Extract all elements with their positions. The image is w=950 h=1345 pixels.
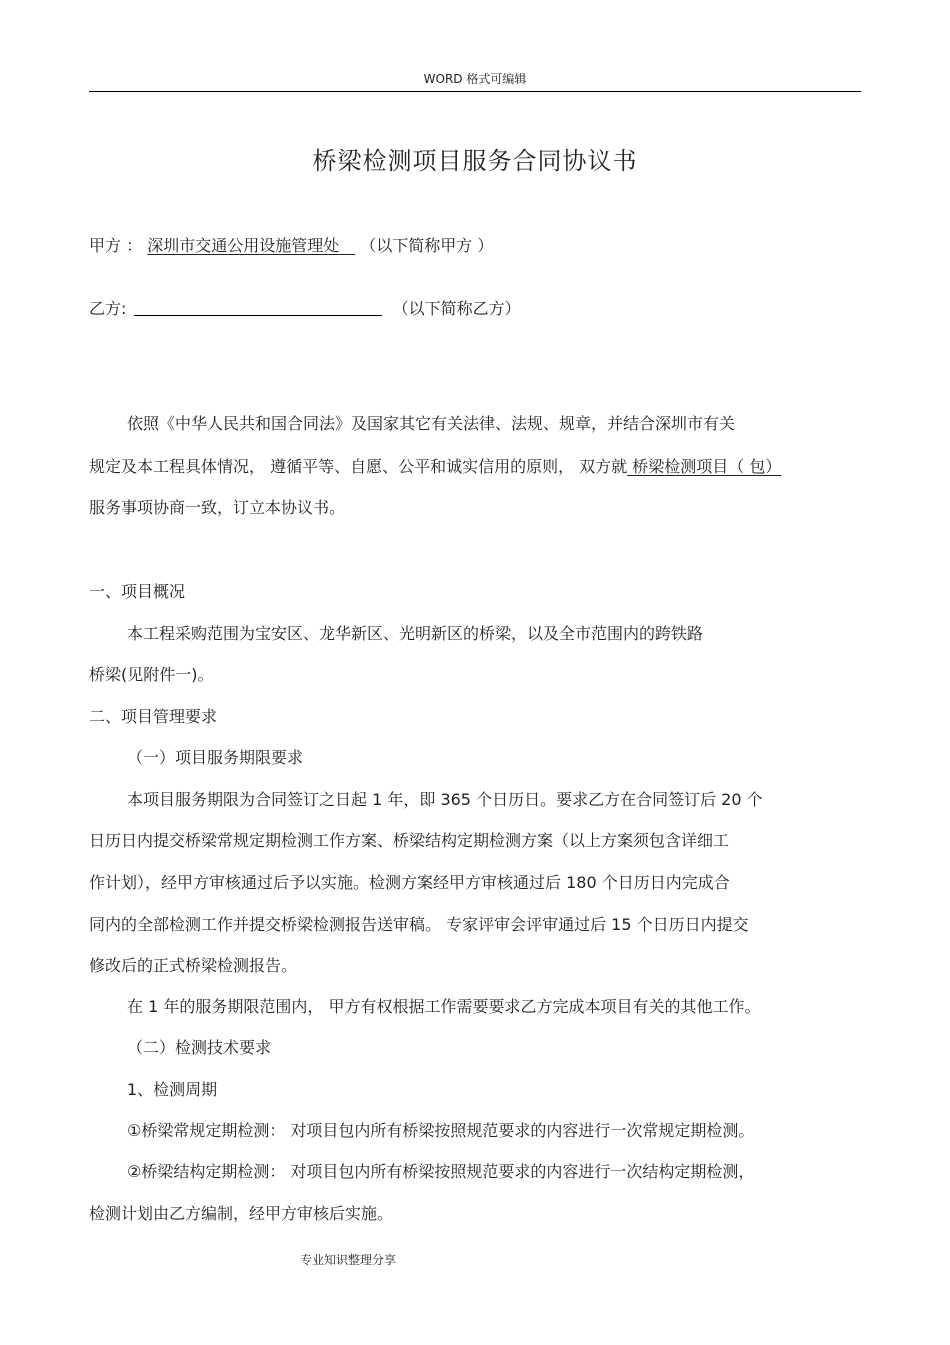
party-a-name: 深圳市交通公用设施管理处 [147,236,340,255]
party-b-name-blank [134,299,382,316]
service-period-line-3: 作计划），经甲方审核通过后予以实施。检测方案经甲方审核通过后 180 个日历日内完成合 [89,873,730,892]
intro-line-2-text: 规定及本工程具体情况， 遵循平等、自愿、公平和诚实信用的原则， 双方就 [89,457,628,476]
intro-line-2 [89,454,781,477]
service-period-line-4: 同内的全部检测工作并提交桥梁检测报告送审稿。 专家评审会评审通过后 15 个日历日内提交 [89,915,749,934]
service-period-extra: 在 1 年的服务期限范围内， 甲方有权根据工作需要要求乙方完成本项目有关的其他工作。 [127,997,761,1016]
party-b-label: 乙方: [89,299,127,318]
party-b-line [89,296,521,319]
document-title: 桥梁检测项目服务合同协议书 [312,147,638,175]
service-period-line-2: 日历日内提交桥梁常规定期检测工作方案、桥梁结构定期检测方案（以上方案须包含详细工 [89,831,730,850]
section-1-paragraph-line-1: 本工程采购范围为宝安区、龙华新区、光明新区的桥梁，以及全市范围内的跨铁路 [127,624,704,643]
section-1-heading: 一、项目概况 [89,582,186,601]
party-b-note: （以下简称乙方） [392,299,521,318]
intro-line-1: 依照《中华人民共和国合同法》及国家其它有关法律、法规、规章，并结合深圳市有关 [127,414,736,433]
intro-project-name: 桥梁检测项目（ 包） [627,457,782,476]
intro-line-3: 服务事项协商一致，订立本协议书。 [89,498,346,517]
structural-inspection-item-line-2: 检测计划由乙方编制，经甲方审核后实施。 [89,1204,394,1223]
structural-inspection-item-line-1: ②桥梁结构定期检测： 对项目包内所有桥梁按照规范要求的内容进行一次结构定期检测， [127,1162,755,1181]
service-period-line-5: 修改后的正式桥梁检测报告。 [89,956,298,975]
party-a-name-underline-pad [339,236,355,255]
header-label: WORD 格式可编辑 [423,72,527,86]
section-2-subheading-1: （一）项目服务期限要求 [127,748,304,767]
header-divider [89,91,861,92]
party-a-label: 甲方 ： [89,236,143,255]
service-period-line-1: 本项目服务期限为合同签订之日起 1 年，即 365 个日历日。要求乙方在合同签订后 20 个 [127,790,763,809]
section-1-paragraph-line-2: 桥梁(见附件一)。 [89,665,214,684]
routine-inspection-item: ①桥梁常规定期检测： 对项目包内所有桥梁按照规范要求的内容进行一次常规定期检测。 [127,1121,755,1140]
section-2-heading: 二、项目管理要求 [89,707,218,726]
party-a-note: （以下简称甲方 ） [360,236,494,255]
section-2-subheading-2: （二）检测技术要求 [127,1038,272,1057]
footer-label: 专业知识整理分享 [300,1253,397,1267]
inspection-cycle-heading: 1、检测周期 [127,1080,218,1099]
party-a-line [89,233,493,256]
